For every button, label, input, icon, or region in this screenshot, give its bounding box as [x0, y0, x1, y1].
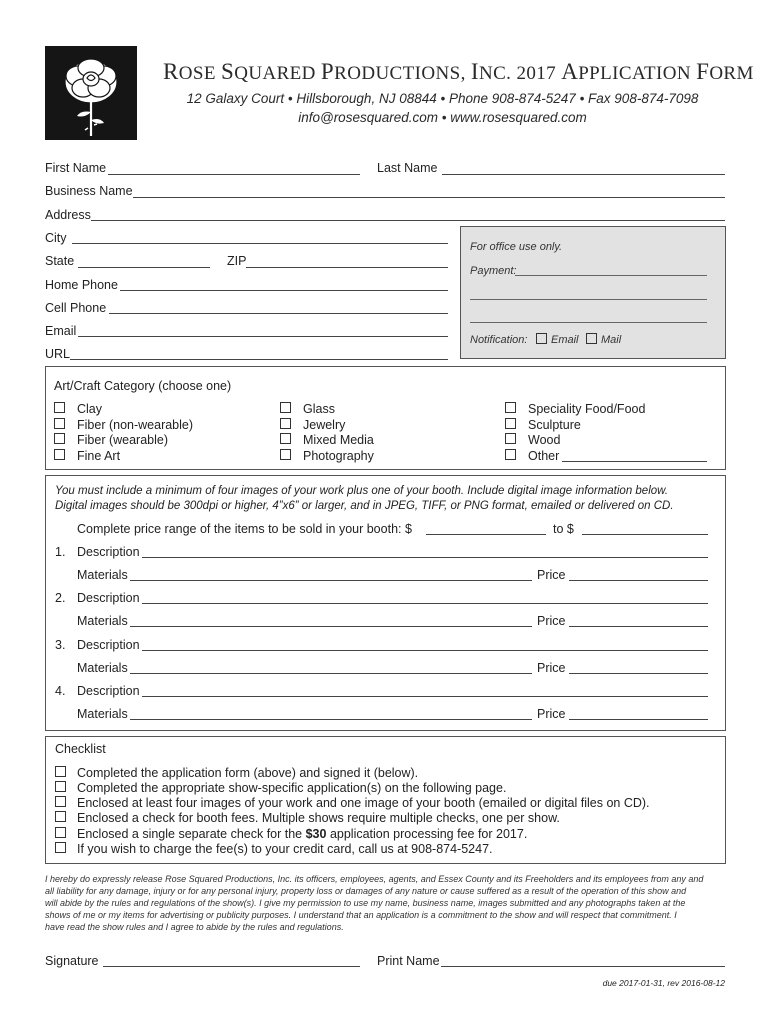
cell-phone-label: Cell Phone	[45, 301, 107, 315]
office-line-2[interactable]	[470, 322, 707, 323]
notify-email-label: Email	[551, 334, 579, 346]
city-field[interactable]	[72, 243, 448, 244]
item-number: 1.	[55, 545, 66, 559]
category-checkbox[interactable]	[505, 418, 516, 429]
description-field[interactable]	[142, 603, 708, 604]
category-fiber-nonwearable: Fiber (non-wearable)	[77, 418, 194, 432]
email-field[interactable]	[78, 336, 448, 337]
description-field[interactable]	[142, 557, 708, 558]
category-checkbox[interactable]	[280, 433, 291, 444]
price-label: Price	[537, 568, 566, 582]
category-mixed-media: Mixed Media	[303, 433, 374, 447]
checklist-item: Completed the appropriate show-specific application(s) on the following page.	[77, 781, 507, 795]
category-other-field[interactable]	[562, 461, 707, 462]
category-clay: Clay	[77, 402, 103, 416]
rose-icon	[45, 46, 137, 140]
materials-label: Materials	[77, 661, 128, 675]
address-label: Address	[45, 208, 91, 222]
description-label: Description	[77, 638, 140, 652]
images-notice-2: Digital images should be 300dpi or higher, 4”x6” or larger, and in JPEG, TIFF, or PNG format, emailed or delivered on CD.	[55, 500, 674, 512]
disclaimer-line: have read the show rules and I agree to abide by the rules and regulations.	[45, 922, 344, 932]
zip-field[interactable]	[246, 267, 448, 268]
checklist-item: Enclosed a check for booth fees. Multiple shows require multiple checks, one per show.	[77, 811, 560, 825]
category-jewelry: Jewelry	[303, 418, 346, 432]
price-range-high-field[interactable]	[582, 534, 708, 535]
contact-line: info@rosesquared.com • www.rosesquared.com	[298, 110, 587, 125]
category-other: Other	[528, 449, 560, 463]
category-checkbox[interactable]	[54, 433, 65, 444]
category-checkbox[interactable]	[505, 402, 516, 413]
checklist-item-credit-card: If you wish to charge the fee(s) to your credit card, call us at 908-874-5247.	[77, 842, 493, 856]
form-title: ROSE SQUARED PRODUCTIONS, INC. 2017 APPLICATION FORM	[163, 59, 754, 84]
checklist-checkbox[interactable]	[55, 766, 66, 777]
state-field[interactable]	[78, 267, 210, 268]
category-checkbox[interactable]	[280, 418, 291, 429]
office-use-box	[460, 226, 726, 359]
checklist-item: Enclosed at least four images of your work and one image of your booth (emailed or digital files on CD).	[77, 796, 650, 810]
business-name-field[interactable]	[133, 197, 725, 198]
office-line-1[interactable]	[470, 299, 707, 300]
cell-phone-field[interactable]	[109, 313, 448, 314]
disclaimer-line: I hereby do expressly release Rose Squared Productions, Inc. its officers, employees, agents, and Essex County and its Freeholders and its employees from any and	[45, 874, 704, 884]
checklist-heading: Checklist	[55, 742, 106, 756]
notify-mail-checkbox[interactable]	[586, 333, 597, 344]
description-label: Description	[77, 591, 140, 605]
price-range-to-label: to $	[553, 522, 574, 536]
category-heading: Art/Craft Category (choose one)	[54, 379, 232, 393]
category-fine-art: Fine Art	[77, 449, 121, 463]
category-checkbox[interactable]	[505, 449, 516, 460]
description-field[interactable]	[142, 650, 708, 651]
price-field[interactable]	[569, 626, 708, 627]
last-name-label: Last Name	[377, 161, 438, 175]
email-label: Email	[45, 324, 77, 338]
url-label: URL	[45, 347, 71, 361]
price-range-low-field[interactable]	[426, 534, 546, 535]
description-label: Description	[77, 545, 140, 559]
materials-field[interactable]	[130, 580, 532, 581]
city-label: City	[45, 231, 67, 245]
checklist-item: Completed the application form (above) and signed it (below).	[77, 766, 419, 780]
checklist-checkbox[interactable]	[55, 811, 66, 822]
price-label: Price	[537, 614, 566, 628]
price-label: Price	[537, 661, 566, 675]
notification-label: Notification:	[470, 334, 528, 346]
price-field[interactable]	[569, 719, 708, 720]
category-checkbox[interactable]	[280, 402, 291, 413]
category-checkbox[interactable]	[280, 449, 291, 460]
address-line: 12 Galaxy Court • Hillsborough, NJ 08844 • Phone 908-874-5247 • Fax 908-874-7098	[186, 91, 699, 106]
print-name-label: Print Name	[377, 954, 440, 968]
materials-field[interactable]	[130, 626, 532, 627]
business-name-label: Business Name	[45, 184, 133, 198]
company-logo	[45, 46, 137, 140]
materials-field[interactable]	[130, 719, 532, 720]
materials-field[interactable]	[130, 673, 532, 674]
category-fiber-wearable: Fiber (wearable)	[77, 433, 169, 447]
materials-label: Materials	[77, 614, 128, 628]
item-number: 3.	[55, 638, 66, 652]
state-label: State	[45, 254, 75, 268]
payment-label: Payment:	[470, 265, 517, 277]
category-checkbox[interactable]	[54, 418, 65, 429]
category-checkbox[interactable]	[505, 433, 516, 444]
category-checkbox[interactable]	[54, 402, 65, 413]
disclaimer	[45, 873, 730, 933]
disclaimer-line: shows of me or my items for advertising or publicity purposes. I understand that an application is a commitment to the show and will respect that commitment. I	[45, 910, 677, 920]
first-name-label: First Name	[45, 161, 107, 175]
category-wood: Wood	[528, 433, 561, 447]
signature-label: Signature	[45, 954, 99, 968]
home-phone-field[interactable]	[120, 290, 448, 291]
price-field[interactable]	[569, 580, 708, 581]
category-checkbox[interactable]	[54, 449, 65, 460]
price-field[interactable]	[569, 673, 708, 674]
description-field[interactable]	[142, 696, 708, 697]
revision-note: due 2017-01-31, rev 2016-08-12	[602, 978, 725, 988]
payment-field[interactable]	[515, 275, 707, 276]
checklist-checkbox[interactable]	[55, 781, 66, 792]
materials-label: Materials	[77, 568, 128, 582]
checklist-checkbox[interactable]	[55, 796, 66, 807]
first-name-field[interactable]	[108, 174, 360, 175]
disclaimer-line: all liability for any damage, injury or for any personal injury, property loss or damages of any nature or cause suffered as a result of the operation of this show and	[45, 886, 687, 896]
category-sculpture: Sculpture	[528, 418, 581, 432]
checklist-item-fee: Enclosed a single separate check for the $30 application processing fee for 2017.	[77, 827, 528, 841]
url-field[interactable]	[70, 359, 448, 360]
notify-email-checkbox[interactable]	[536, 333, 547, 344]
description-label: Description	[77, 684, 140, 698]
signature-field[interactable]	[103, 966, 360, 967]
item-number: 4.	[55, 684, 66, 698]
images-notice-1: You must include a minimum of four images of your work plus one of your booth. Include digital image information below.	[55, 485, 669, 497]
zip-label: ZIP	[227, 254, 247, 268]
disclaimer-line: will abide by the rules and regulations of the show(s). I give my permission to use my name, business name, images submitted and any photographs taken at the	[45, 898, 686, 908]
price-range-label: Complete price range of the items to be sold in your booth: $	[77, 522, 412, 536]
print-name-field[interactable]	[441, 966, 725, 967]
office-use-title: For office use only.	[470, 241, 563, 253]
item-number: 2.	[55, 591, 66, 605]
category-photography: Photography	[303, 449, 374, 463]
price-label: Price	[537, 707, 566, 721]
address-field[interactable]	[91, 220, 725, 221]
home-phone-label: Home Phone	[45, 278, 118, 292]
last-name-field[interactable]	[442, 174, 725, 175]
fee-amount: $30	[305, 827, 327, 841]
materials-label: Materials	[77, 707, 128, 721]
checklist-checkbox[interactable]	[55, 827, 66, 838]
category-glass: Glass	[303, 402, 335, 416]
checklist-checkbox[interactable]	[55, 842, 66, 853]
notify-mail-label: Mail	[601, 334, 622, 346]
category-food: Speciality Food/Food	[528, 402, 646, 416]
